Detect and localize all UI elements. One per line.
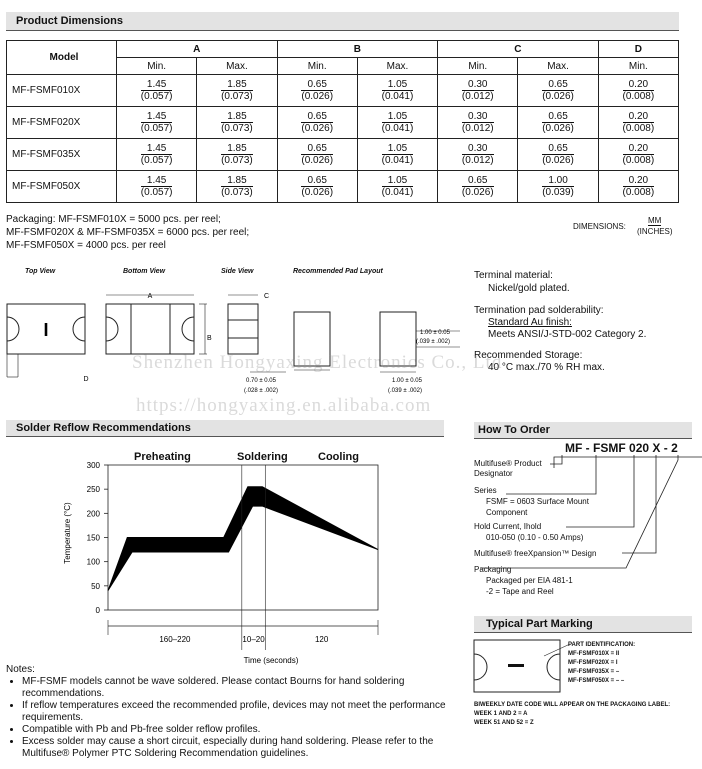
dimension-inches: (0.057)	[140, 91, 173, 102]
dimensions-legend-inches: (INCHES)	[637, 227, 673, 236]
note-item-1: • MF-FSMF models cannot be wave soldered. Please contact Bourns for hand soldering recommendations.	[22, 676, 452, 700]
dimension-mm: 0.65	[462, 175, 494, 187]
dimension-cell	[277, 75, 357, 107]
terminal-label: Terminal material:	[474, 270, 553, 281]
marking-heading: PART IDENTIFICATION:	[568, 642, 636, 648]
dimension-cell	[197, 75, 277, 107]
dimension-mm: 1.05	[382, 79, 414, 91]
order-hold-label: Hold Current, Ihold	[474, 522, 542, 531]
reflow-xlabel: Time (seconds)	[243, 656, 299, 665]
marking-biweekly-1: BIWEEKLY DATE CODE WILL APPEAR ON THE PACKAGING LABEL:	[474, 702, 671, 708]
packaging-line-2: MF-FSMF020X & MF-FSMF035X = 6000 pcs. per reel;	[6, 227, 250, 238]
dimensions-legend-mm: MM	[648, 216, 662, 225]
dimension-inches: (0.073)	[221, 123, 253, 134]
marking-item-1: MF-FSMF010X = II	[568, 651, 620, 657]
note-item-2: • If reflow temperatures exceed the recommended profile, devices may not meet the performance requirements.	[22, 700, 452, 724]
notes-list	[6, 676, 452, 760]
dimension-cell	[438, 75, 518, 107]
dimension-inches: (0.008)	[622, 123, 655, 134]
order-title: How To Order	[478, 424, 550, 436]
dimension-inches: (0.073)	[221, 155, 253, 166]
order-design-label: Multifuse® freeXpansion™ Design	[474, 549, 597, 558]
dimension-inches: (0.026)	[301, 123, 334, 134]
dimension-cell	[518, 139, 598, 171]
dimension-cell	[438, 139, 518, 171]
dimension-inches: (0.073)	[221, 187, 253, 198]
dimension-mm: 1.45	[141, 175, 173, 187]
watermark-line-2: https://hongyaxing.en.alibaba.com	[136, 395, 432, 416]
dimension-cell	[598, 171, 678, 203]
model-cell: MF-FSMF050X	[7, 171, 117, 203]
b-min-header: Min.	[277, 58, 357, 75]
dimension-mm: 0.30	[462, 111, 494, 123]
dimension-mm: 1.85	[221, 111, 253, 123]
dimension-mm: 0.65	[301, 111, 333, 123]
marking-biweekly-3: WEEK 51 AND 52 = Z	[474, 720, 534, 726]
dimension-cell	[197, 107, 277, 139]
dim-d-label: D	[83, 376, 89, 383]
dimension-cell	[518, 171, 598, 203]
dimension-cell	[117, 75, 197, 107]
dimension-mm: 1.05	[382, 175, 414, 187]
order-series-value-2: Component	[486, 508, 528, 517]
b-max-header: Max.	[357, 58, 437, 75]
dimension-inches: (0.041)	[381, 123, 414, 134]
dimension-inches: (0.041)	[381, 187, 414, 198]
note-item-3: • Compatible with Pb and Pb-free solder reflow profiles.	[22, 724, 452, 736]
dimensions-legend-label: DIMENSIONS:	[573, 222, 626, 231]
part-020: 020	[629, 441, 650, 455]
y-tick-label: 150	[86, 533, 100, 543]
marking-biweekly-2: WEEK 1 AND 2 = A	[474, 711, 528, 717]
dimension-inches: (0.041)	[381, 91, 414, 102]
pad-v-in: (.039 ± .002)	[416, 339, 450, 345]
dimension-mm: 0.65	[301, 143, 333, 155]
pad-gap-in: (.039 ± .002)	[388, 388, 422, 394]
storage-label: Recommended Storage:	[474, 350, 583, 361]
dimension-mm: 0.65	[542, 143, 574, 155]
part-sep-2: -	[660, 441, 672, 455]
dimension-mm: 1.85	[221, 143, 253, 155]
d-min-header: Min.	[598, 58, 678, 75]
dimension-inches: (0.008)	[622, 155, 655, 166]
col-d-header: D	[598, 41, 678, 58]
dimension-mm: 0.20	[623, 175, 655, 187]
dimension-row	[7, 171, 679, 203]
part-x: X	[652, 441, 661, 455]
phase-preheating: Preheating	[134, 451, 191, 463]
dimension-mm: 0.65	[542, 111, 574, 123]
reflow-title: Solder Reflow Recommendations	[16, 422, 191, 434]
dimension-inches: (0.026)	[542, 155, 574, 166]
dimension-cell	[117, 139, 197, 171]
dimension-mm: 0.65	[542, 79, 574, 91]
dimension-cell	[277, 171, 357, 203]
dimension-inches: (0.057)	[140, 155, 173, 166]
order-series-value-1: FSMF = 0603 Surface Mount	[486, 497, 589, 506]
order-series-label: Series	[474, 486, 497, 495]
duration-label: 160–220	[159, 635, 191, 644]
dimension-inches: (0.026)	[301, 187, 334, 198]
dimension-cell	[518, 107, 598, 139]
dimension-inches: (0.026)	[542, 123, 574, 134]
phase-soldering: Soldering	[237, 451, 288, 463]
y-tick-label: 50	[91, 581, 100, 591]
marking-drawing	[472, 638, 572, 696]
a-min-header: Min.	[117, 58, 197, 75]
dimension-mm: 1.45	[141, 143, 173, 155]
dimension-cell	[197, 139, 277, 171]
pad-layout-label: Recommended Pad Layout	[293, 268, 383, 275]
order-pack-label: Packaging	[474, 565, 512, 574]
part-mf: MF	[565, 441, 583, 455]
dimension-mm: 1.45	[141, 111, 173, 123]
dimension-inches: (0.039)	[542, 187, 574, 198]
dimension-inches: (0.012)	[461, 123, 494, 134]
order-pack-value-2: -2 = Tape and Reel	[486, 587, 554, 596]
dimensions-table	[6, 40, 679, 203]
bottom-view-drawing	[106, 293, 212, 354]
a-max-header: Max.	[197, 58, 277, 75]
model-header: Model	[7, 41, 117, 75]
pad-gap-mm: 1.00 ± 0.05	[392, 378, 422, 384]
col-a-header: A	[117, 41, 278, 58]
dimension-cell	[438, 171, 518, 203]
solderability-std: Standard Au finish:	[488, 317, 572, 328]
component-drawings	[0, 280, 470, 400]
dimension-cell	[598, 139, 678, 171]
dimension-inches: (0.041)	[381, 155, 414, 166]
dimension-inches: (0.026)	[301, 155, 334, 166]
storage-value: 40 °C max./70 % RH max.	[488, 362, 605, 373]
watermark-line-1: Shenzhen Hongyaxing Electronics Co., Ltd	[132, 352, 503, 373]
dimension-mm: 0.20	[623, 111, 655, 123]
dimension-cell	[518, 75, 598, 107]
dimension-cell	[117, 171, 197, 203]
dimension-inches: (0.026)	[461, 187, 494, 198]
model-cell: MF-FSMF020X	[7, 107, 117, 139]
dimension-mm: 0.65	[301, 175, 333, 187]
dimension-mm: 1.85	[221, 79, 253, 91]
note-item-4: • Excess solder may cause a short circuit, especially during hand soldering. Please refer to the Multifuse® Polymer PTC Soldering Recommendation guidelines.	[22, 736, 452, 760]
dimension-inches: (0.012)	[461, 91, 494, 102]
dimension-cell	[598, 75, 678, 107]
packaging-line-3: MF-FSMF050X = 4000 pcs. per reel	[6, 240, 166, 251]
order-hold-value: 010-050 (0.10 - 0.50 Amps)	[486, 533, 584, 542]
marking-title: Typical Part Marking	[486, 618, 593, 630]
marking-item-3: MF-FSMF035X = –	[568, 669, 620, 675]
dimension-cell	[357, 75, 437, 107]
marking-item-2: MF-FSMF020X = I	[568, 660, 618, 666]
packaging-line-1: Packaging: MF-FSMF010X = 5000 pcs. per reel;	[6, 214, 221, 225]
dim-a-label: A	[147, 293, 153, 300]
y-tick-label: 100	[86, 557, 100, 567]
dimension-cell	[357, 107, 437, 139]
pad-w-in: (.028 ± .002)	[244, 388, 278, 394]
y-tick-label: 200	[86, 509, 100, 519]
top-view-marking: I	[43, 320, 49, 340]
c-min-header: Min.	[438, 58, 518, 75]
dimension-cell	[357, 139, 437, 171]
dimension-mm: 0.30	[462, 143, 494, 155]
dimension-cell	[117, 107, 197, 139]
dimension-inches: (0.012)	[461, 155, 494, 166]
dimension-mm: 0.30	[462, 79, 494, 91]
dimension-inches: (0.008)	[622, 187, 655, 198]
dimension-row	[7, 139, 679, 171]
dimension-mm: 1.05	[382, 143, 414, 155]
dimension-row	[7, 107, 679, 139]
reflow-ylabel: Temperature (°C)	[63, 502, 72, 564]
dimension-cell	[197, 171, 277, 203]
dimension-inches: (0.057)	[140, 123, 173, 134]
dimension-inches: (0.073)	[221, 91, 253, 102]
dimension-inches: (0.026)	[542, 91, 574, 102]
dimension-cell	[438, 107, 518, 139]
duration-label: 10–20	[242, 635, 265, 644]
part-sep-1: -	[582, 441, 593, 455]
pad-w-mm: 0.70 ± 0.05	[246, 378, 276, 384]
dim-c-label: C	[264, 293, 270, 300]
marking-item-4: MF-FSMF050X = – –	[568, 678, 625, 684]
order-pack-value-1: Packaged per EIA 481-1	[486, 576, 573, 585]
dimension-mm: 1.00	[542, 175, 574, 187]
dimension-mm: 0.65	[301, 79, 333, 91]
y-tick-label: 250	[86, 485, 100, 495]
part-2: 2	[671, 441, 678, 455]
solderability-value: Meets ANSI/J-STD-002 Category 2.	[488, 329, 647, 340]
dimension-mm: 1.45	[141, 79, 173, 91]
reflow-plot	[87, 461, 378, 650]
dimension-mm: 0.20	[623, 79, 655, 91]
dimension-inches: (0.026)	[301, 91, 334, 102]
dimension-cell	[277, 107, 357, 139]
model-cell: MF-FSMF035X	[7, 139, 117, 171]
dimension-mm: 1.85	[221, 175, 253, 187]
terminal-value: Nickel/gold plated.	[488, 283, 570, 294]
side-view-label: Side View	[221, 268, 254, 275]
model-cell: MF-FSMF010X	[7, 75, 117, 107]
part-fsmf: FSMF	[593, 441, 626, 455]
phase-cooling: Cooling	[318, 451, 359, 463]
side-view-drawing	[228, 293, 269, 354]
dimension-mm: 1.05	[382, 111, 414, 123]
col-b-header: B	[277, 41, 438, 58]
pad-v-mm: 1.00 ± 0.05	[420, 330, 450, 336]
product-dimensions-title: Product Dimensions	[16, 15, 123, 27]
dimension-cell	[277, 139, 357, 171]
dimension-cell	[357, 171, 437, 203]
y-tick-label: 0	[95, 606, 100, 615]
top-view-label: Top View	[25, 268, 56, 275]
reflow-chart	[56, 455, 396, 670]
duration-label: 120	[314, 635, 329, 644]
col-c-header: C	[438, 41, 599, 58]
solderability-label: Termination pad solderability:	[474, 305, 604, 316]
dimension-mm: 0.20	[623, 143, 655, 155]
dimension-row	[7, 75, 679, 107]
dimension-cell	[598, 107, 678, 139]
dim-b-label: B	[207, 335, 212, 342]
notes-title: Notes:	[6, 664, 35, 675]
dimension-inches: (0.008)	[622, 91, 655, 102]
bottom-view-label: Bottom View	[123, 268, 166, 275]
top-view-drawing	[7, 304, 89, 383]
dimension-inches: (0.057)	[140, 187, 173, 198]
order-designator: Multifuse® Product Designator	[474, 459, 542, 478]
y-tick-label: 300	[86, 461, 100, 470]
c-max-header: Max.	[518, 58, 598, 75]
